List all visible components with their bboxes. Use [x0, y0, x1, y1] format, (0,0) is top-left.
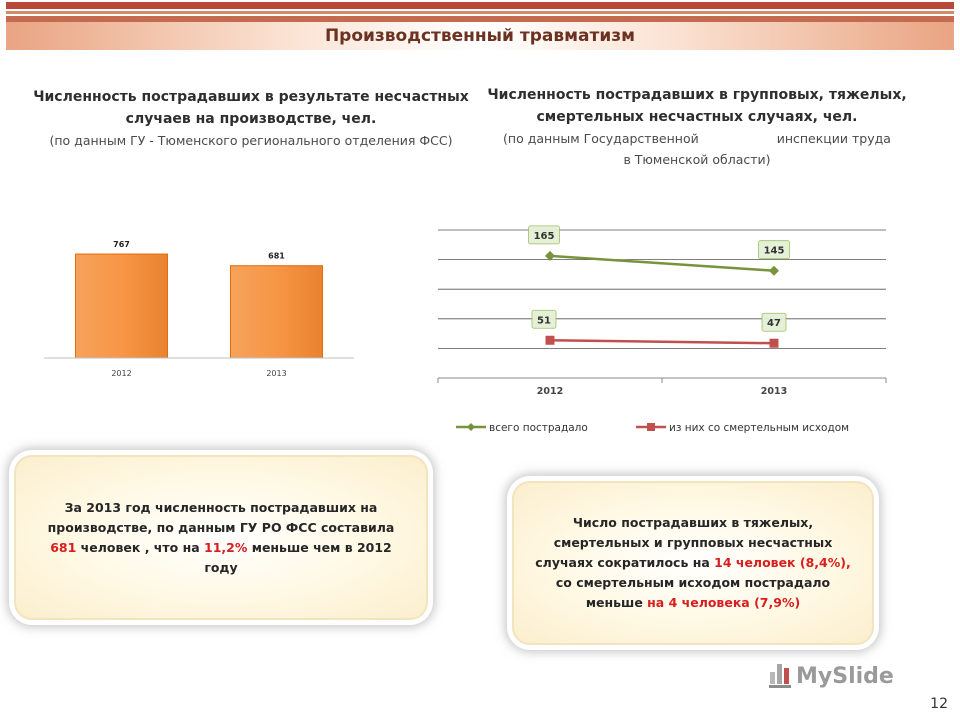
- right-summary-text: Число пострадавших в тяжелых, смертельных и групповых несчастных случаях сократилось на 14 человек (8,4%), со смертельным исходом пострадало меньше на 4 человека (7,9%): [535, 515, 851, 610]
- right-chart-source-part-b: инспекции труда: [776, 131, 891, 146]
- legend-marker-square: [647, 423, 655, 431]
- right-chart-source-part-a: (по данным Государственной: [503, 131, 699, 146]
- page-title: Производственный травматизм: [324, 26, 636, 46]
- legend-marker-diamond: [467, 423, 475, 431]
- bar-data-label: 767: [113, 240, 130, 250]
- bar-x-tick-label: 2012: [111, 369, 132, 378]
- right-summary-highlight-fatal: на 4 человека (7,9%): [647, 595, 801, 610]
- series-data-label: 51: [537, 315, 551, 327]
- logo-icon: [769, 664, 791, 688]
- header-stripe-top: [6, 2, 954, 9]
- series-marker-square: [770, 339, 779, 348]
- series-data-label: 47: [767, 318, 781, 330]
- series-data-label: 145: [763, 245, 785, 257]
- series-line-2: [550, 340, 774, 343]
- left-summary-highlight-percent: 11,2%: [204, 539, 248, 555]
- legend-label: из них со смертельным исходом: [669, 422, 850, 434]
- page-number: 12: [930, 696, 948, 712]
- right-summary-callout: [512, 481, 874, 645]
- left-summary-callout: [14, 455, 428, 620]
- left-summary-highlight-count: 681: [50, 539, 77, 555]
- left-summary-text: За 2013 год численность пострадавших на производстве, по данным ГУ РО ФСС составила 681 человек , что на 11,2% меньше чем в 2012 году: [47, 499, 395, 575]
- left-chart-title: Численность пострадавших в результате несчастных случаев на производстве, чел.: [33, 89, 469, 127]
- bar-data-label: 681: [268, 251, 285, 261]
- injured-bar-chart: [38, 232, 362, 384]
- severe-cases-line-chart: [430, 216, 894, 440]
- right-chart-source-part-c: в Тюменской области): [623, 152, 771, 167]
- legend-label: всего пострадало: [489, 422, 588, 434]
- right-chart-heading: [482, 84, 912, 170]
- left-chart-source: (по данным ГУ - Тюменского регионального отделения ФСС): [49, 133, 453, 148]
- bar-x-tick-label: 2013: [266, 369, 287, 378]
- right-summary-highlight-total: 14 человек (8,4%),: [714, 555, 851, 570]
- right-chart-source: [482, 128, 912, 170]
- myslide-logo: [768, 658, 928, 692]
- series-marker-square: [546, 336, 555, 345]
- series-line-1: [550, 256, 774, 271]
- left-chart-heading: [20, 86, 482, 151]
- series-marker-diamond: [769, 266, 779, 276]
- line-x-tick-label: 2012: [536, 386, 564, 397]
- bar-2013: [231, 266, 323, 358]
- header-stripe-middle: [6, 11, 954, 14]
- line-x-tick-label: 2013: [760, 386, 788, 397]
- logo-text: MySlide: [796, 664, 894, 689]
- right-chart-title: Численность пострадавших в групповых, тяжелых, смертельных несчастных случаях, чел.: [487, 87, 907, 125]
- bar-2012: [76, 254, 168, 358]
- series-data-label: 165: [533, 230, 555, 242]
